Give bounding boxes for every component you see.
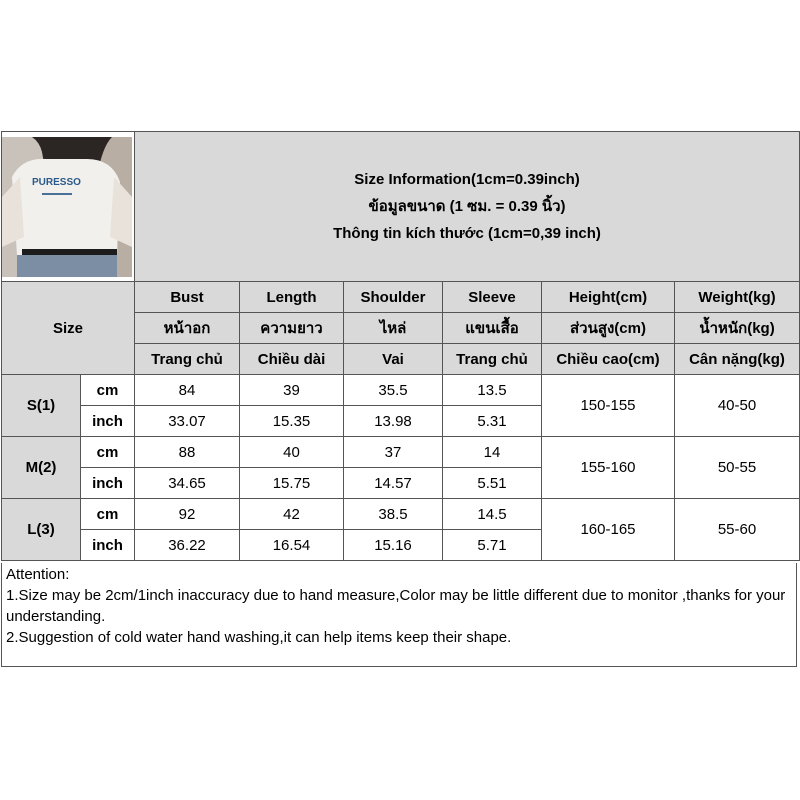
col-sleeve-en: Sleeve bbox=[443, 282, 542, 313]
length-value: 42 bbox=[240, 499, 344, 530]
unit-inch: inch bbox=[81, 468, 135, 499]
col-shoulder-en: Shoulder bbox=[344, 282, 443, 313]
note-item: 1.Size may be 2cm/1inch inaccuracy due to hand measure,Color may be little different due to monitor ,thanks for your understanding. bbox=[6, 587, 786, 625]
col-bust-en: Bust bbox=[135, 282, 240, 313]
col-bust-th: หน้าอก bbox=[135, 313, 240, 344]
shoulder-value: 38.5 bbox=[344, 499, 443, 530]
bust-value: 88 bbox=[135, 437, 240, 468]
size-information-cell bbox=[135, 132, 800, 282]
shoulder-value: 14.57 bbox=[344, 468, 443, 499]
info-row bbox=[2, 132, 800, 282]
col-weight-en: Weight(kg) bbox=[675, 282, 800, 313]
unit-inch: inch bbox=[81, 406, 135, 437]
unit-inch: inch bbox=[81, 530, 135, 561]
col-shoulder-vi: Vai bbox=[344, 344, 443, 375]
col-sleeve-vi: Trang chủ bbox=[443, 344, 542, 375]
header-row-en bbox=[2, 282, 800, 313]
height-value: 160-165 bbox=[542, 499, 675, 561]
col-length-en: Length bbox=[240, 282, 344, 313]
table-row bbox=[2, 375, 800, 406]
info-title-vi: Thông tin kích thước (1cm=0,39 inch) bbox=[333, 225, 601, 242]
weight-value: 50-55 bbox=[675, 437, 800, 499]
col-height-vi: Chiều cao(cm) bbox=[542, 344, 675, 375]
product-photo-cell bbox=[2, 132, 135, 282]
bust-value: 33.07 bbox=[135, 406, 240, 437]
sleeve-value: 14 bbox=[443, 437, 542, 468]
sleeve-value: 13.5 bbox=[443, 375, 542, 406]
product-photo bbox=[2, 137, 132, 277]
info-title-en: Size Information(1cm=0.39inch) bbox=[354, 171, 580, 188]
shoulder-value: 15.16 bbox=[344, 530, 443, 561]
col-length-th: ความยาว bbox=[240, 313, 344, 344]
note-item: 2.Suggestion of cold water hand washing,it can help items keep their shape. bbox=[6, 629, 512, 646]
table-row bbox=[2, 437, 800, 468]
svg-text:PURESSO: PURESSO bbox=[32, 176, 81, 188]
bust-value: 84 bbox=[135, 375, 240, 406]
bust-value: 92 bbox=[135, 499, 240, 530]
bust-value: 34.65 bbox=[135, 468, 240, 499]
col-shoulder-th: ไหล่ bbox=[344, 313, 443, 344]
col-weight-vi: Cân nặng(kg) bbox=[675, 344, 800, 375]
model-photo-icon bbox=[2, 137, 132, 277]
sleeve-value: 5.71 bbox=[443, 530, 542, 561]
unit-cm: cm bbox=[81, 437, 135, 468]
height-value: 155-160 bbox=[542, 437, 675, 499]
shoulder-value: 37 bbox=[344, 437, 443, 468]
bust-value: 36.22 bbox=[135, 530, 240, 561]
weight-value: 40-50 bbox=[675, 375, 800, 437]
size-label-s: S(1) bbox=[2, 375, 81, 437]
col-weight-th: น้ำหนัก(kg) bbox=[675, 313, 800, 344]
size-table bbox=[1, 131, 800, 561]
sleeve-value: 5.31 bbox=[443, 406, 542, 437]
unit-cm: cm bbox=[81, 499, 135, 530]
col-sleeve-th: แขนเสื้อ bbox=[443, 313, 542, 344]
size-header: Size bbox=[2, 282, 135, 375]
size-label-l: L(3) bbox=[2, 499, 81, 561]
size-label-m: M(2) bbox=[2, 437, 81, 499]
shoulder-value: 13.98 bbox=[344, 406, 443, 437]
height-value: 150-155 bbox=[542, 375, 675, 437]
col-bust-vi: Trang chủ bbox=[135, 344, 240, 375]
length-value: 39 bbox=[240, 375, 344, 406]
notes-title: Attention: bbox=[6, 566, 70, 583]
col-height-th: ส่วนสูง(cm) bbox=[542, 313, 675, 344]
unit-cm: cm bbox=[81, 375, 135, 406]
shoulder-value: 35.5 bbox=[344, 375, 443, 406]
weight-value: 55-60 bbox=[675, 499, 800, 561]
attention-notes bbox=[1, 563, 797, 667]
col-height-en: Height(cm) bbox=[542, 282, 675, 313]
col-length-vi: Chiều dài bbox=[240, 344, 344, 375]
info-title-th: ข้อมูลขนาด (1 ซม. = 0.39 นิ้ว) bbox=[368, 198, 566, 215]
length-value: 15.35 bbox=[240, 406, 344, 437]
table-row bbox=[2, 499, 800, 530]
sleeve-value: 5.51 bbox=[443, 468, 542, 499]
sleeve-value: 14.5 bbox=[443, 499, 542, 530]
length-value: 16.54 bbox=[240, 530, 344, 561]
length-value: 40 bbox=[240, 437, 344, 468]
length-value: 15.75 bbox=[240, 468, 344, 499]
